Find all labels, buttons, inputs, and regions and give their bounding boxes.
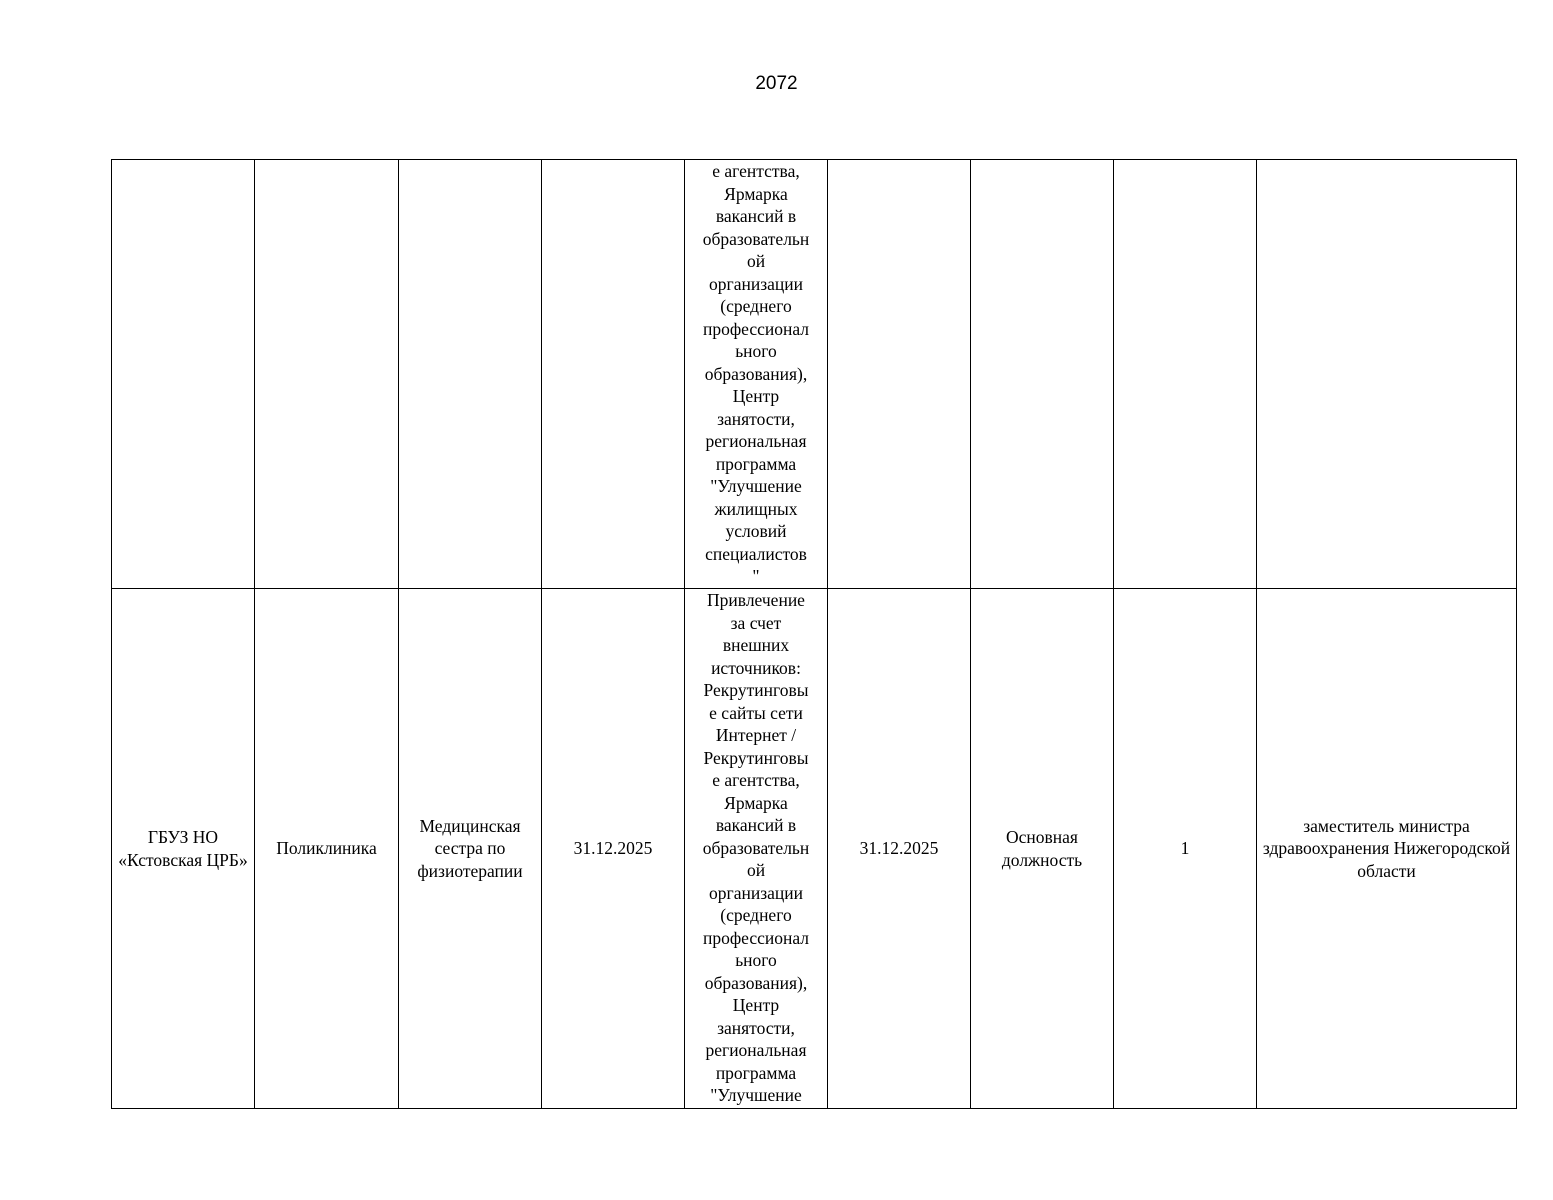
- position-cell: Медицинская сестра по физиотерапии: [399, 589, 542, 1109]
- employment-type-cell: Основная должность: [971, 589, 1114, 1109]
- division-cell: Поликлиника: [255, 589, 399, 1109]
- table-row: [112, 160, 1517, 589]
- vacancy-table: [111, 159, 1517, 1109]
- count-cell: [1114, 160, 1257, 589]
- method-cell: е агентства, Ярмарка вакансий в образовательн ой организации (среднего профессионал ьного образования), Центр занятости, региональная программа "Улучшение жилищных условий специалистов ": [685, 160, 828, 589]
- division-cell: [255, 160, 399, 589]
- date-cell: [542, 160, 685, 589]
- responsible-cell: заместитель министра здравоохранения Нижегородской области: [1257, 589, 1517, 1109]
- date-cell: [828, 160, 971, 589]
- date-cell: 31.12.2025: [542, 589, 685, 1109]
- employment-type-cell: [971, 160, 1114, 589]
- table-row: [112, 589, 1517, 1109]
- page-number: 2072: [755, 73, 798, 94]
- organization-cell: [112, 160, 255, 589]
- date-cell: 31.12.2025: [828, 589, 971, 1109]
- organization-cell: ГБУЗ НО «Кстовская ЦРБ»: [112, 589, 255, 1109]
- count-cell: 1: [1114, 589, 1257, 1109]
- position-cell: [399, 160, 542, 589]
- responsible-cell: [1257, 160, 1517, 589]
- method-cell: Привлечение за счет внешних источников: Рекрутинговы е сайты сети Интернет / Рекрутинговы е агентства, Ярмарка вакансий в образовательн ой организации (среднего профессионал ьного образования), Центр занятости, региональная программа "Улучшение: [685, 589, 828, 1109]
